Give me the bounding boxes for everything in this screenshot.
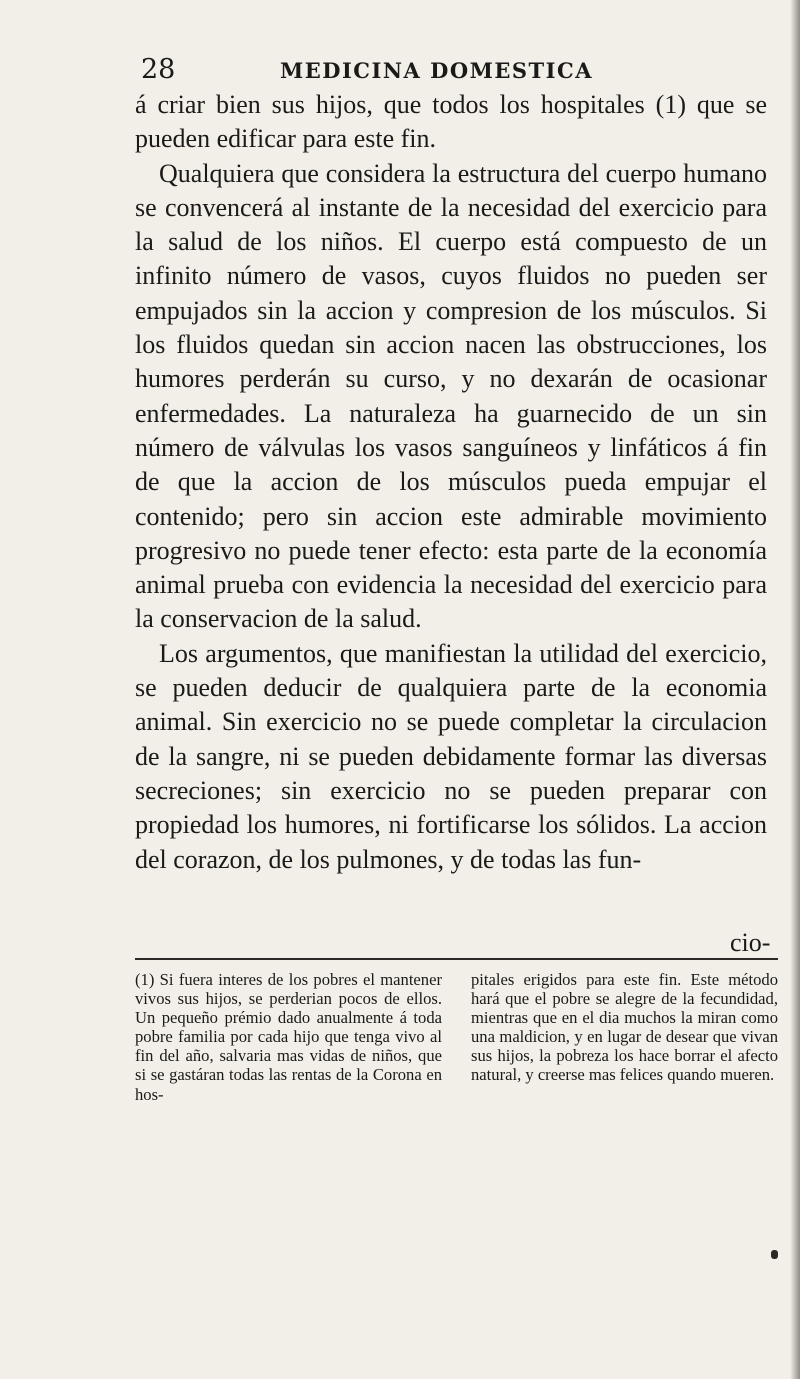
footnote-column-right: pitales erigidos para este fin. Este método hará que el pobre se alegre de la fecundidad, mientras que en el dia muchos la miran como una maldicion, y en lugar de desear que vivan sus hijos, la pobreza los hace borrar el afecto natural, y creerse mas felices quando mueren.	[471, 970, 778, 1085]
footnote-rule	[135, 958, 778, 960]
page-header	[0, 48, 800, 88]
page-edge-shadow	[790, 0, 800, 1379]
ink-blot	[771, 1250, 778, 1259]
page-number: 28	[141, 54, 176, 85]
running-head: MEDICINA DOMESTICA	[280, 58, 594, 83]
footnote	[135, 970, 778, 1104]
catchword: cio-	[730, 928, 771, 957]
paragraph: Los argumentos, que manifiestan la utilidad del exercicio, se pueden deducir de qualquiera parte de la economia animal. Sin exercicio no se puede completar la circulacion de la sangre, ni se pueden debidamente formar las diversas secreciones; sin exercicio no se pueden preparar con propiedad los humores, ni fortificarse los sólidos. La accion del corazon, de los pulmones, y de todas las fun-	[135, 638, 767, 874]
body-text	[135, 88, 767, 877]
paragraph: á criar bien sus hijos, que todos los hospitales (1) que se pueden edificar para este fin.	[135, 90, 767, 154]
paragraph: Qualquiera que considera la estructura del cuerpo humano se convencerá al instante de la necesidad del exercicio para la salud de los niños. El cuerpo está compuesto de un infinito número de vasos, cuyos fluidos no pueden ser empujados sin la accion y compresion de los músculos. Si los fluidos quedan sin accion nacen las obstrucciones, los humores perderán su curso, y no dexarán de ocasionar enfermedades. La naturaleza ha guarnecido de un sin número de válvulas los vasos sanguíneos y linfáticos á fin de que la accion de los músculos pueda empujar el contenido; pero sin accion este admirable movimiento progresivo no puede tener efecto: esta parte de la economía animal prueba con evidencia la necesidad del exercicio para la conservacion de la salud.	[135, 158, 767, 634]
footnote-column-left: (1) Si fuera interes de los pobres el mantener vivos sus hijos, se perderian pocos de ellos. Un pequeño prémio dado anualmente á toda pobre familia por cada hijo que tenga vivo al fin del año, salvaria mas vidas de niños, que si se gastáran todas las rentas de la Corona en hos-	[135, 970, 442, 1104]
